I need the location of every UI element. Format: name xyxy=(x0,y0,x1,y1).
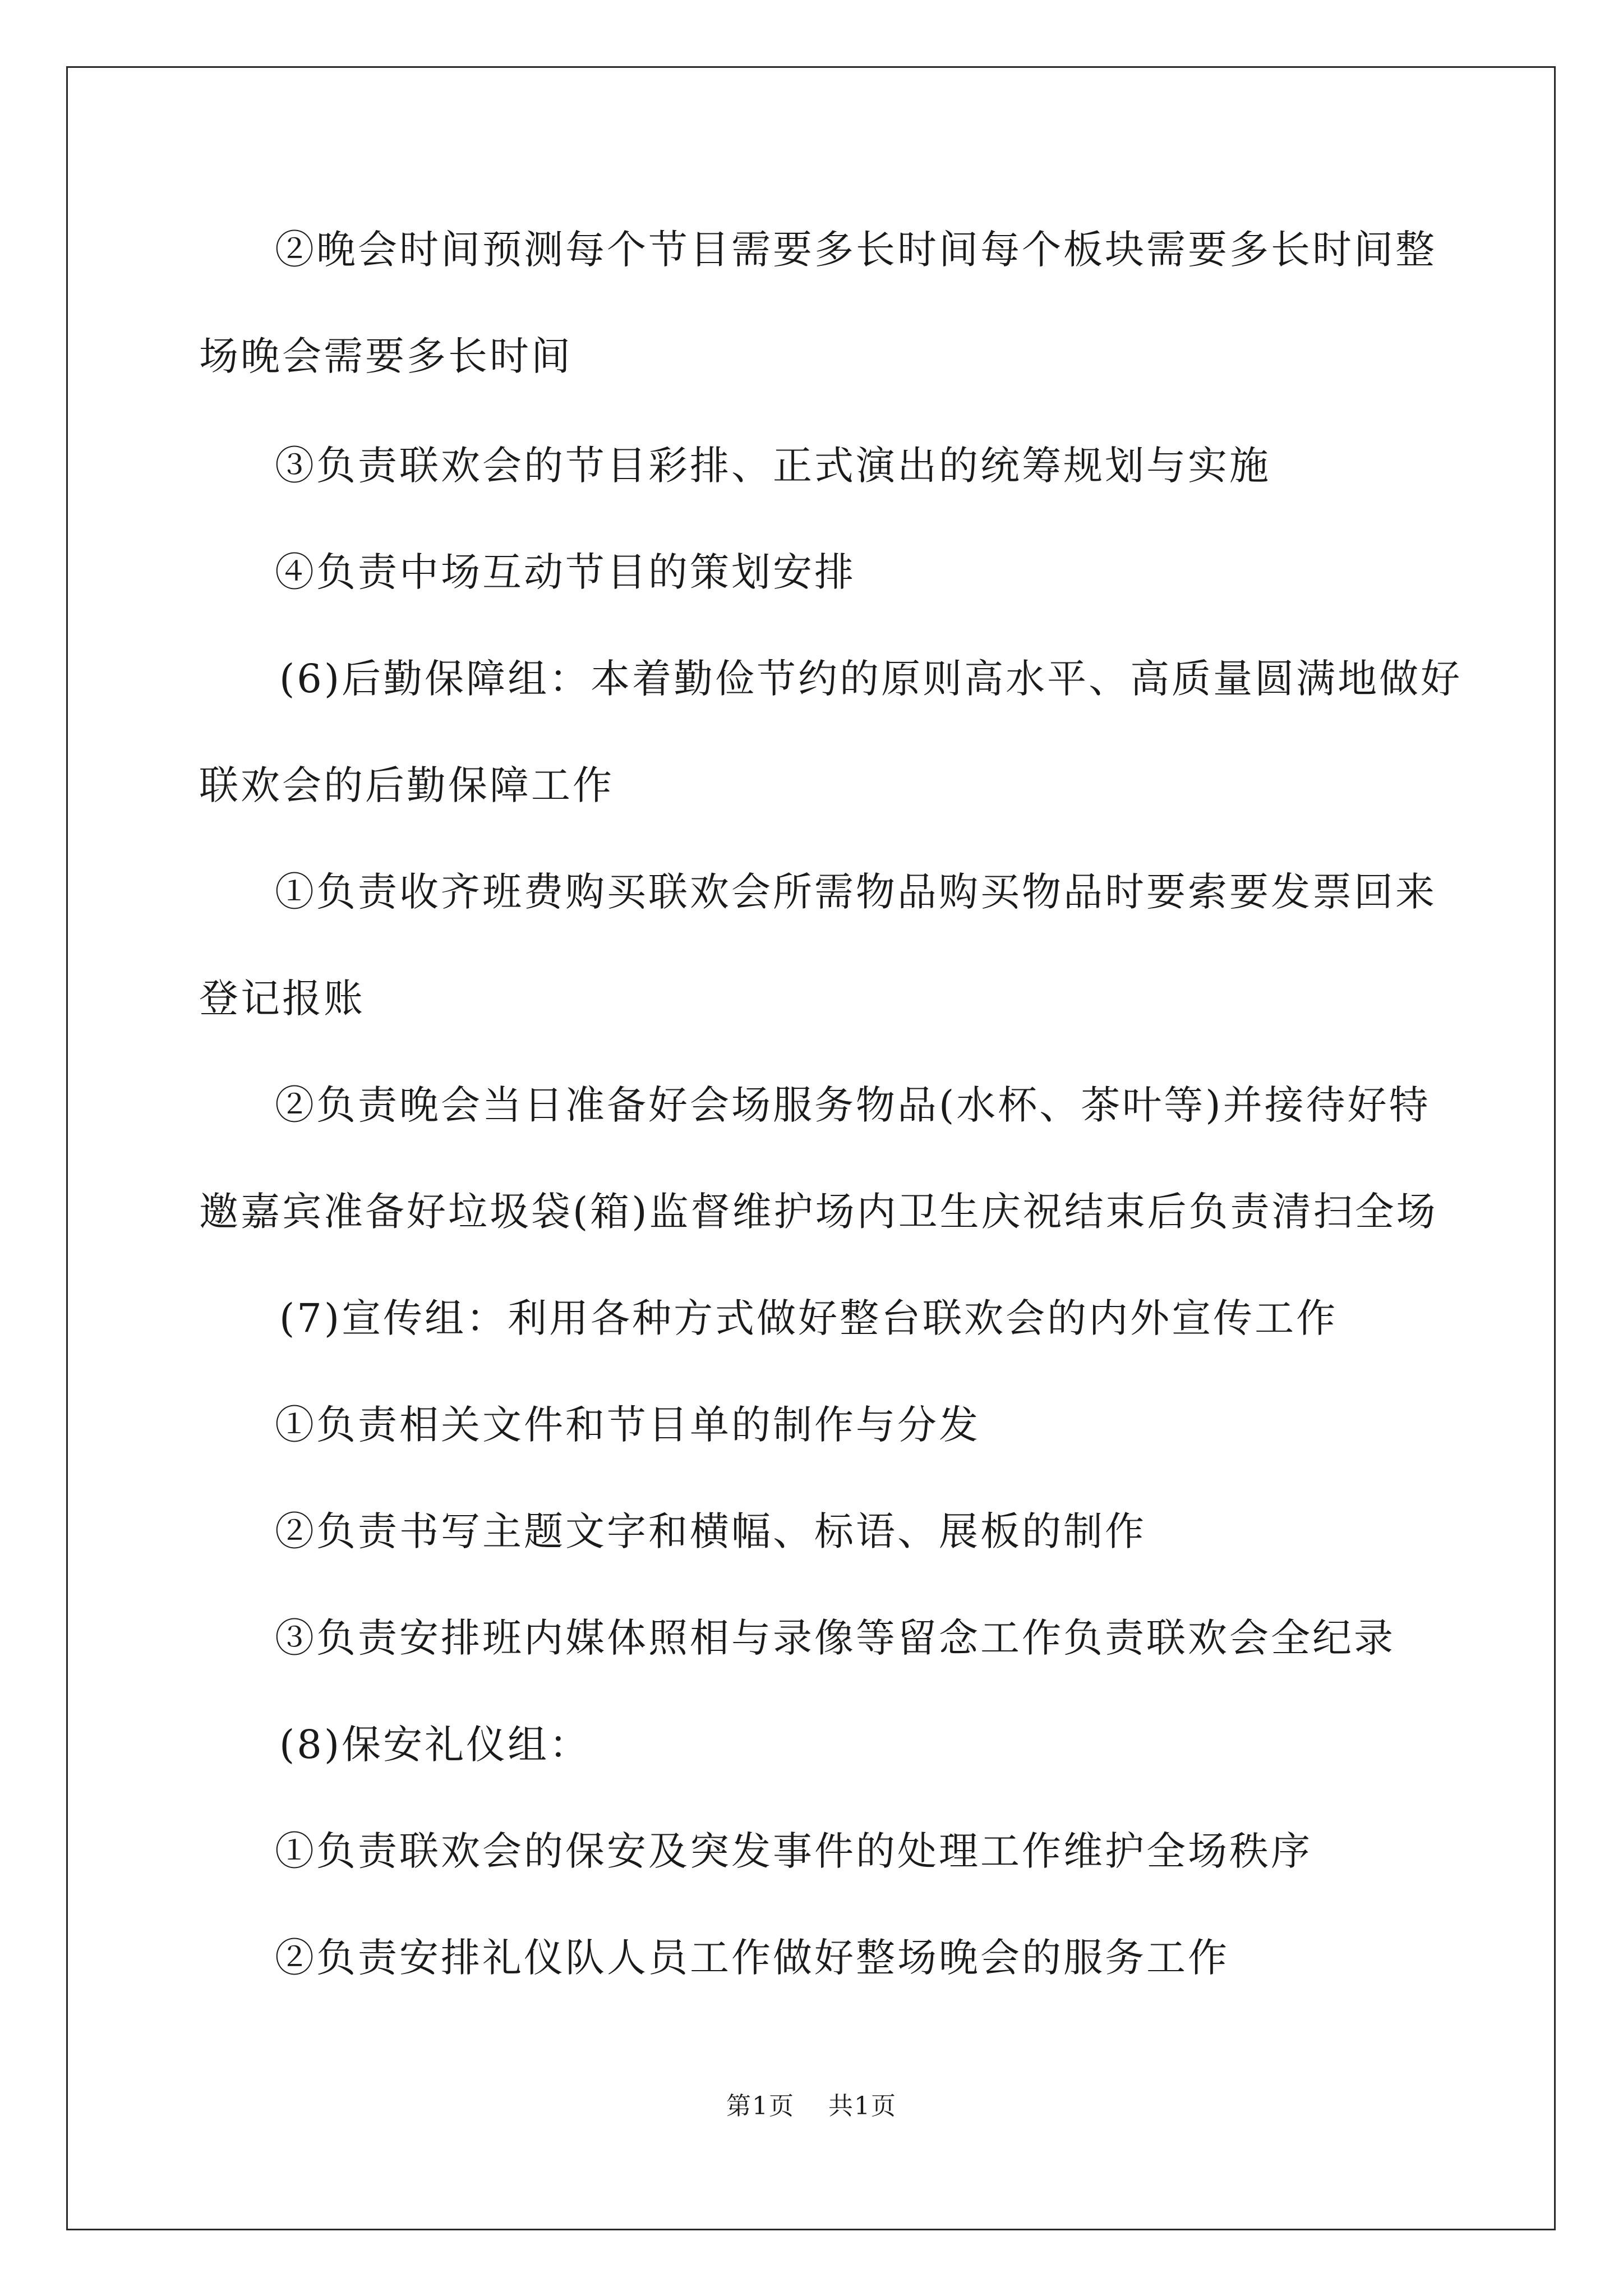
paragraph-line: (6)后勤保障组：本着勤俭节约的原则高水平、高质量圆满地做好 xyxy=(279,656,1463,702)
paragraph-line: 联欢会的后勤保障工作 xyxy=(199,762,614,808)
paragraph-line: ①负责收齐班费购买联欢会所需物品购买物品时要索要发票回来 xyxy=(275,869,1437,915)
paragraph-line: ②负责书写主题文字和横幅、标语、展板的制作 xyxy=(275,1508,1146,1554)
paragraph-line: ②负责晚会当日准备好会场服务物品(水杯、茶叶等)并接待好特 xyxy=(275,1082,1431,1128)
paragraph-line: 邀嘉宾准备好垃圾袋(箱)监督维护场内卫生庆祝结束后负责清扫全场 xyxy=(199,1189,1438,1235)
paragraph-line: (8)保安礼仪组： xyxy=(279,1722,591,1768)
page-border xyxy=(66,66,1556,2230)
paragraph-line: 场晚会需要多长时间 xyxy=(199,333,573,379)
paragraph-line: (7)宣传组：利用各种方式做好整台联欢会的内外宣传工作 xyxy=(279,1295,1338,1341)
paragraph-line: ②晚会时间预测每个节目需要多长时间每个板块需要多长时间整 xyxy=(275,227,1437,273)
page-total: 共1页 xyxy=(828,2092,897,2120)
paragraph-line: 登记报账 xyxy=(199,976,365,1022)
paragraph-line: ②负责安排礼仪队人员工作做好整场晚会的服务工作 xyxy=(275,1935,1229,1981)
paragraph-line: ③负责联欢会的节目彩排、正式演出的统筹规划与实施 xyxy=(275,443,1271,489)
page-number: 第1页 xyxy=(726,2092,795,2120)
paragraph-line: ①负责相关文件和节目单的制作与分发 xyxy=(275,1402,980,1448)
paragraph-line: ①负责联欢会的保安及突发事件的处理工作维护全场秩序 xyxy=(275,1828,1312,1874)
paragraph-line: ④负责中场互动节目的策划安排 xyxy=(275,549,856,595)
paragraph-line: ③负责安排班内媒体照相与录像等留念工作负责联欢会全纪录 xyxy=(275,1615,1395,1661)
page-footer xyxy=(0,2090,1623,2123)
